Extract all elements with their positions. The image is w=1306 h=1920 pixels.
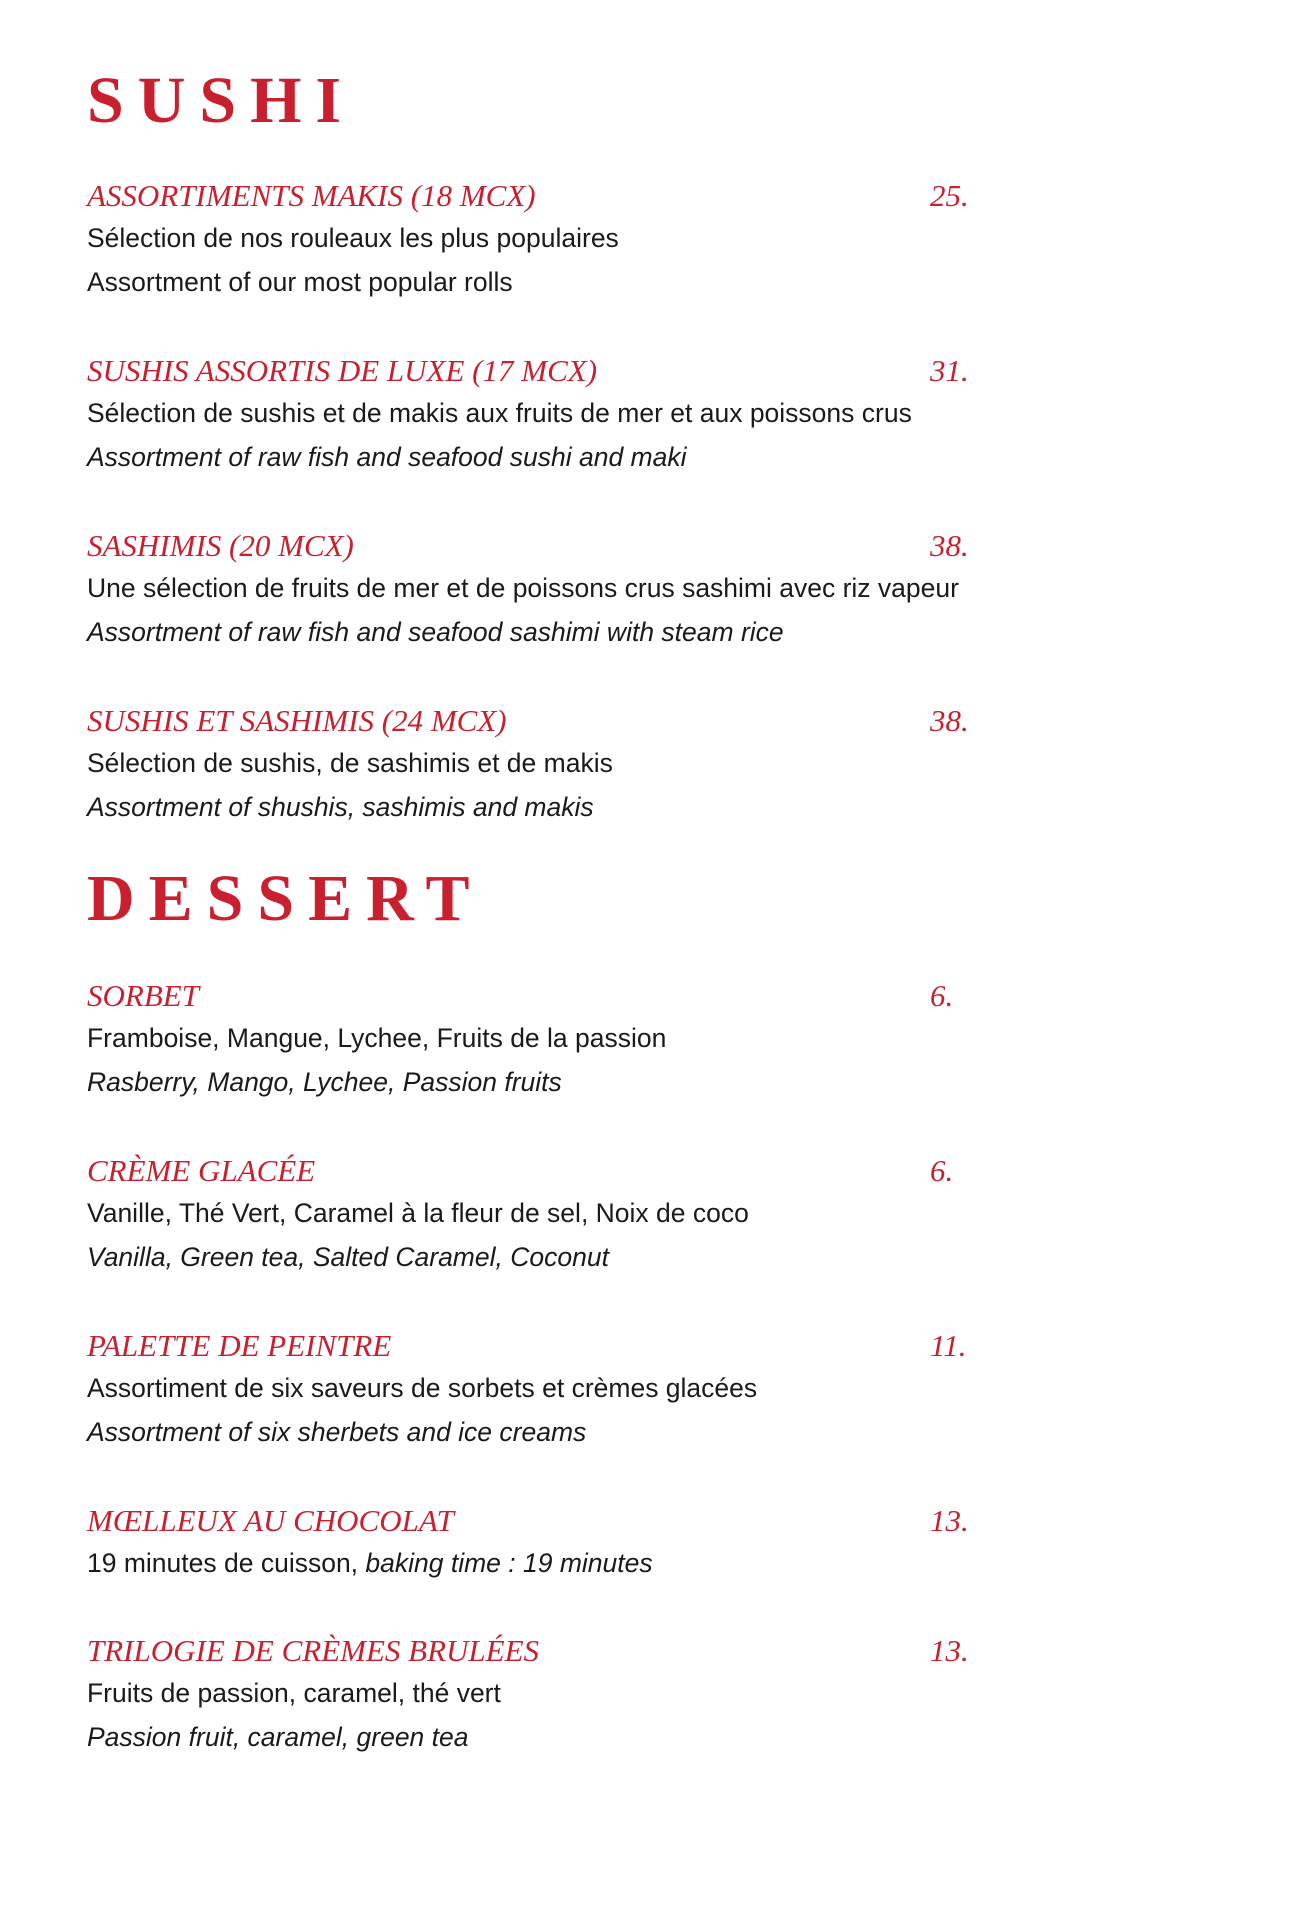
item-price: 31. [930,353,969,388]
item-price: 11. [930,1328,967,1363]
item-description [87,1541,1187,1585]
item-name: SUSHIS ASSORTIS DE LUXE (17 MCX) [87,353,598,388]
item-name: ASSORTIMENTS MAKIS (18 MCX) [87,178,536,213]
item-description-fr: Une sélection de fruits de mer et de poissons crus sashimi avec riz vapeur [87,573,959,603]
item-name: MŒLLEUX AU CHOCOLAT [87,1503,454,1538]
item-description-en: Assortment of raw fish and seafood sashimi with steam rice [87,617,784,647]
item-name: SASHIMIS (20 MCX) [87,528,354,563]
item-price: 6. [930,1153,954,1188]
menu-item-sushis-assortis-de-luxe [87,351,1187,479]
section-title-dessert: DESSERT [87,862,484,935]
menu-item-assortiments-makis [87,176,1187,304]
item-description-en: Vanilla, Green tea, Salted Caramel, Coconut [87,1242,609,1272]
section-title-sushi: SUSHI [87,64,356,137]
menu-item-sorbet [87,976,1187,1104]
item-price: 38. [930,703,969,738]
item-name: TRILOGIE DE CRÈMES BRULÉES [87,1633,540,1668]
item-price: 13. [930,1633,969,1668]
item-price: 25. [930,178,969,213]
menu-item-trilogie-de-cremes-brulees [87,1631,1187,1759]
item-description-fr: Framboise, Mangue, Lychee, Fruits de la passion [87,1023,667,1053]
menu-item-palette-de-peintre [87,1326,1187,1454]
item-description-fr: Sélection de sushis et de makis aux fruits de mer et aux poissons crus [87,398,912,428]
item-description-en: Assortment of raw fish and seafood sushi and maki [87,442,687,472]
item-description-en: baking time : 19 minutes [365,1548,653,1578]
item-description-fr: Assortiment de six saveurs de sorbets et crèmes glacées [87,1373,758,1403]
menu-item-creme-glacee [87,1151,1187,1279]
menu-item-sashimis [87,526,1187,654]
menu-item-moelleux-au-chocolat [87,1501,1187,1585]
item-description-en: Assortment of six sherbets and ice creams [87,1417,587,1447]
item-description-en: Rasberry, Mango, Lychee, Passion fruits [87,1067,562,1097]
item-description-en: Assortment of shushis, sashimis and makis [87,792,594,822]
item-description-fr: 19 minutes de cuisson, [87,1548,366,1578]
item-name: SUSHIS ET SASHIMIS (24 MCX) [87,703,507,738]
item-price: 6. [930,978,954,1013]
item-name: CRÈME GLACÉE [87,1153,316,1188]
item-description-fr: Vanille, Thé Vert, Caramel à la fleur de sel, Noix de coco [87,1198,749,1228]
item-description-en: Assortment of our most popular rolls [87,267,513,297]
item-name: PALETTE DE PEINTRE [87,1328,392,1363]
item-description-fr: Sélection de sushis, de sashimis et de makis [87,748,613,778]
item-description-fr: Sélection de nos rouleaux les plus populaires [87,223,619,253]
item-description-fr: Fruits de passion, caramel, thé vert [87,1678,501,1708]
menu-item-sushis-et-sashimis [87,701,1187,829]
item-description-en: Passion fruit, caramel, green tea [87,1722,469,1752]
item-price: 38. [930,528,969,563]
item-name: SORBET [87,978,199,1013]
item-price: 13. [930,1503,969,1538]
